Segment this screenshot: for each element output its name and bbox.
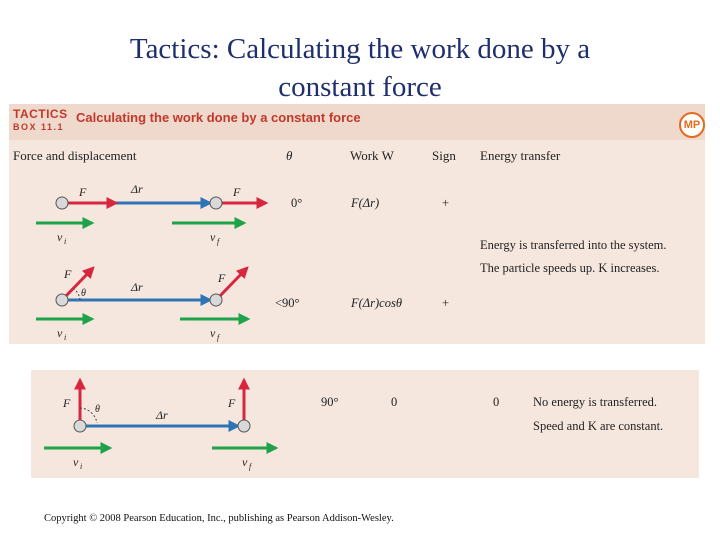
velocity-final-label: v — [210, 326, 216, 340]
row1-sign: + — [442, 196, 450, 210]
velocity-initial-label: v — [73, 455, 79, 469]
displacement-label: Δr — [156, 408, 168, 422]
displacement-label: Δr — [131, 182, 143, 196]
row2-theta: <90° — [275, 296, 300, 310]
row1-theta: 0° — [291, 196, 303, 210]
box-number-label: BOX 11.1 — [13, 122, 65, 132]
angle-label: θ — [81, 288, 86, 299]
column-header-work: Work W — [350, 148, 394, 163]
force-label: F — [233, 185, 241, 199]
particle-initial — [56, 197, 68, 209]
row2-work: F(Δr)cosθ — [351, 296, 402, 310]
velocity-initial-subscript: i — [80, 462, 83, 471]
column-header-theta: θ — [286, 148, 293, 163]
velocity-initial-subscript: i — [64, 237, 67, 246]
particle-initial — [74, 420, 86, 432]
energy-transfer-line1: Energy is transferred into the system. — [480, 238, 667, 252]
row1-diagram — [36, 197, 266, 223]
column-header-sign: Sign — [432, 148, 456, 163]
velocity-initial-label: v — [57, 326, 63, 340]
particle-final — [238, 420, 250, 432]
row1-work: F(Δr) — [351, 196, 380, 210]
velocity-final-subscript: f — [217, 333, 220, 342]
velocity-final-label: v — [242, 455, 248, 469]
column-header-energy: Energy transfer — [480, 148, 561, 163]
velocity-final-subscript: f — [249, 462, 252, 471]
tactics-heading: Calculating the work done by a constant force — [76, 110, 361, 125]
row3-sign: 0 — [493, 395, 500, 409]
row3-theta: 90° — [321, 395, 339, 409]
tactics-label: TACTICS — [13, 107, 68, 121]
force-label: F — [63, 396, 71, 410]
velocity-initial-subscript: i — [64, 333, 67, 342]
energy-transfer-line2: The particle speeds up. K increases. — [480, 261, 660, 275]
row2-sign: + — [442, 296, 450, 310]
row3-energy-line1: No energy is transferred. — [533, 395, 658, 409]
row3-work: 0 — [391, 395, 398, 409]
mp-logo: MP — [679, 112, 705, 138]
slide-title-line1: Tactics: Calculating the work done by a — [129, 33, 591, 65]
column-header-force: Force and displacement — [13, 148, 137, 163]
velocity-final-subscript: f — [217, 237, 220, 246]
row3-energy-line2: Speed and K are constant. — [533, 419, 664, 433]
particle-final — [210, 197, 222, 209]
particle-initial — [56, 294, 68, 306]
force-label: F — [79, 185, 87, 199]
force-label: F — [64, 267, 72, 281]
angle-arc — [74, 289, 80, 300]
angle-label: θ — [95, 404, 100, 415]
velocity-final-label: v — [210, 230, 216, 244]
slide-title-line2: constant force — [278, 71, 442, 103]
force-label: F — [218, 271, 226, 285]
copyright-notice: Copyright © 2008 Pearson Education, Inc., publishing as Pearson Addison-Wesley. — [44, 513, 394, 524]
particle-final — [210, 294, 222, 306]
displacement-label: Δr — [131, 280, 143, 294]
velocity-initial-label: v — [57, 230, 63, 244]
force-label: F — [228, 396, 236, 410]
